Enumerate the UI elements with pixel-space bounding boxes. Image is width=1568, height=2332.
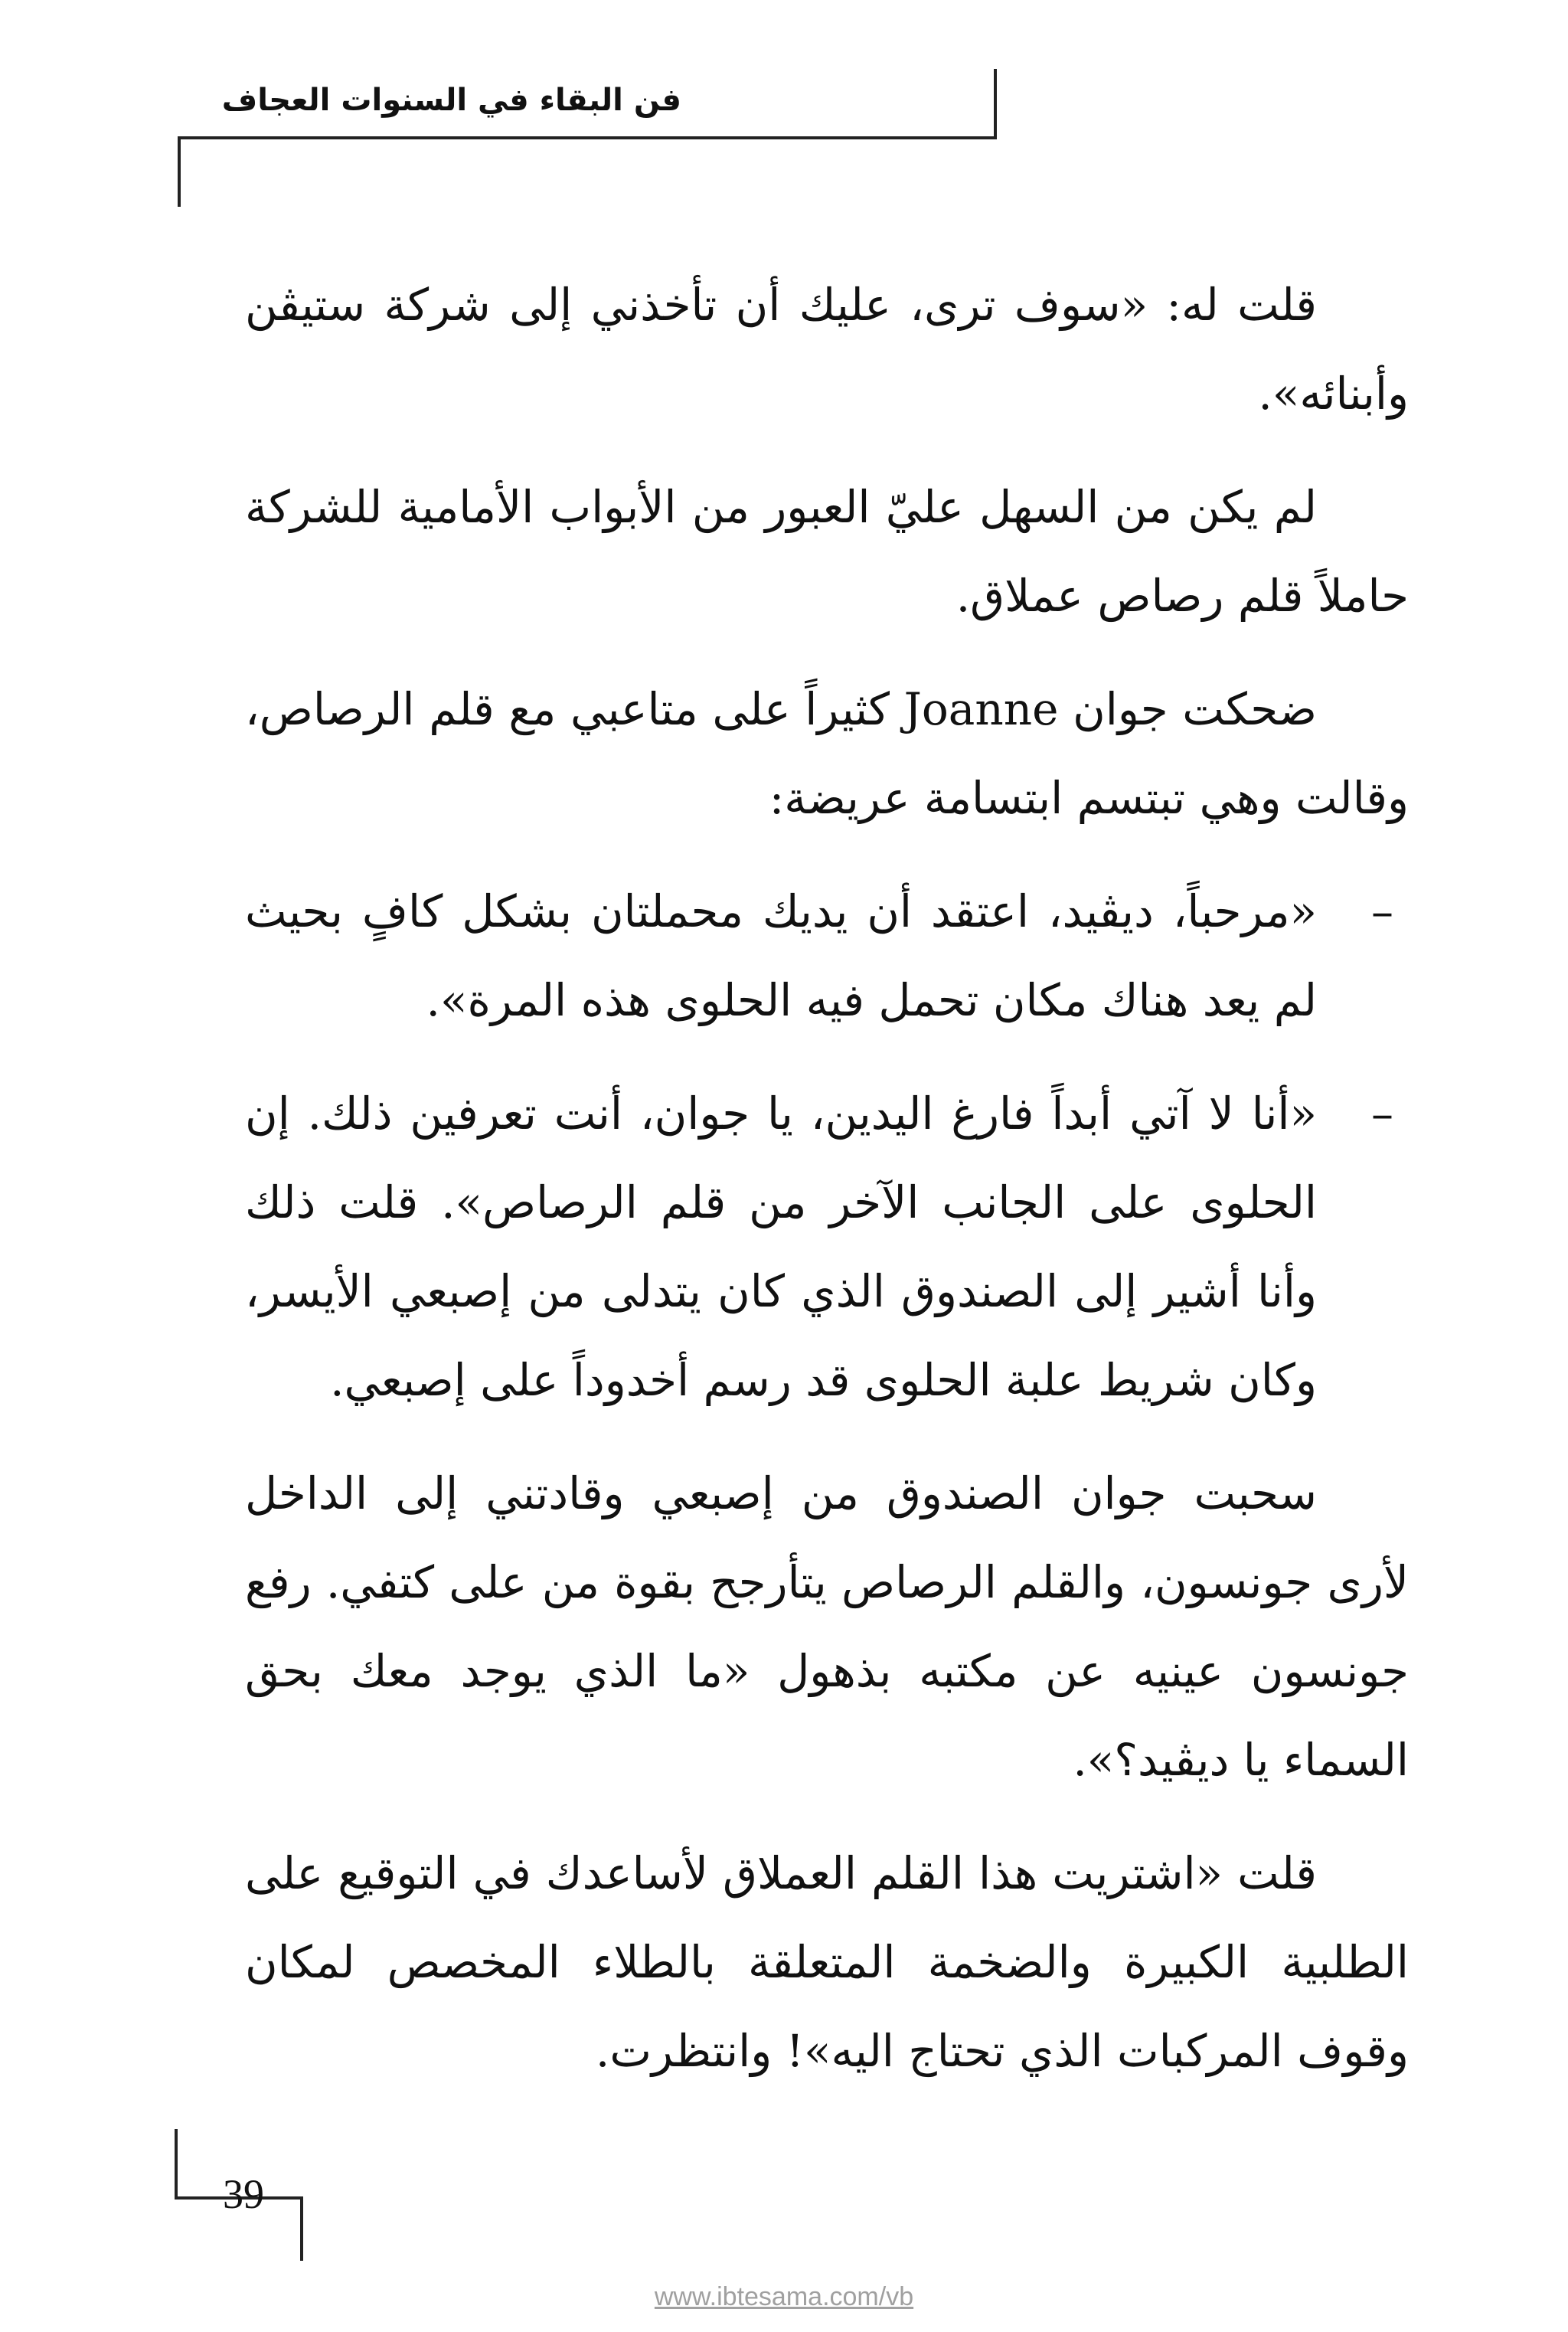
dash-mark: – bbox=[1371, 885, 1393, 937]
header-left-rule bbox=[178, 136, 181, 207]
paragraph: قلت «اشتريت هذا القلم العملاق لأساعدك في التوقيع على الطلبية الكبيرة والضخمة المتعلقة بالطلاء المخصص لمكان وقوف المركبات الذي تحتاج اليه»! وانتظرت. bbox=[245, 1847, 1409, 2077]
paragraph: ضحكت جوان Joanne كثيراً على متاعبي مع قلم الرصاص، وقالت وهي تبتسم ابتسامة عريضة: bbox=[245, 683, 1409, 824]
dialogue-item bbox=[245, 867, 1409, 1045]
footer-url-link[interactable]: www.ibtesama.com/vb bbox=[654, 2282, 914, 2311]
page-number: 39 bbox=[223, 2171, 264, 2217]
paragraph: لم يكن من السهل عليّ العبور من الأبواب الأمامية للشركة حاملاً قلم رصاص عملاق. bbox=[245, 481, 1409, 622]
page-number-right-rule bbox=[300, 2196, 303, 2261]
dash-mark: – bbox=[1371, 1088, 1393, 1140]
page-number-left-rule bbox=[175, 2129, 178, 2200]
running-header-title: فن البقاء في السنوات العجاف bbox=[221, 83, 681, 118]
paragraph: قلت له: «سوف ترى، عليك أن تأخذني إلى شركة ستيڤن وأبنائه». bbox=[245, 279, 1409, 420]
header-underline bbox=[178, 136, 997, 139]
dialogue-text: «أنا لا آتي أبداً فارغ اليدين، يا جوان، أنت تعرفين ذلك. إن الحلوى على الجانب الآخر من قلم الرصاص». قلت ذلك وأنا أشير إلى الصندوق الذي كان يتدلى من إصبعي الأيسر، وكان شريط علبة الحلوى قد رسم أخدوداً على إصبعي. bbox=[245, 1088, 1317, 1406]
dialogue-text: «مرحباً، ديڤيد، اعتقد أن يديك محملتان بشكل كافٍ بحيث لم يعد هناك مكان تحمل فيه الحلوى هذه المرة». bbox=[245, 885, 1317, 1026]
paragraph: سحبت جوان الصندوق من إصبعي وقادتني إلى الداخل لأرى جونسون، والقلم الرصاص يتأرجح بقوة من على كتفي. رفع جونسون عينيه عن مكتبه بذهول «ما الذي يوجد معك بحق السماء يا ديڤيد؟». bbox=[245, 1467, 1409, 1786]
page-body bbox=[245, 260, 1409, 2095]
dialogue-item bbox=[245, 1069, 1409, 1424]
header-right-rule bbox=[994, 69, 997, 139]
